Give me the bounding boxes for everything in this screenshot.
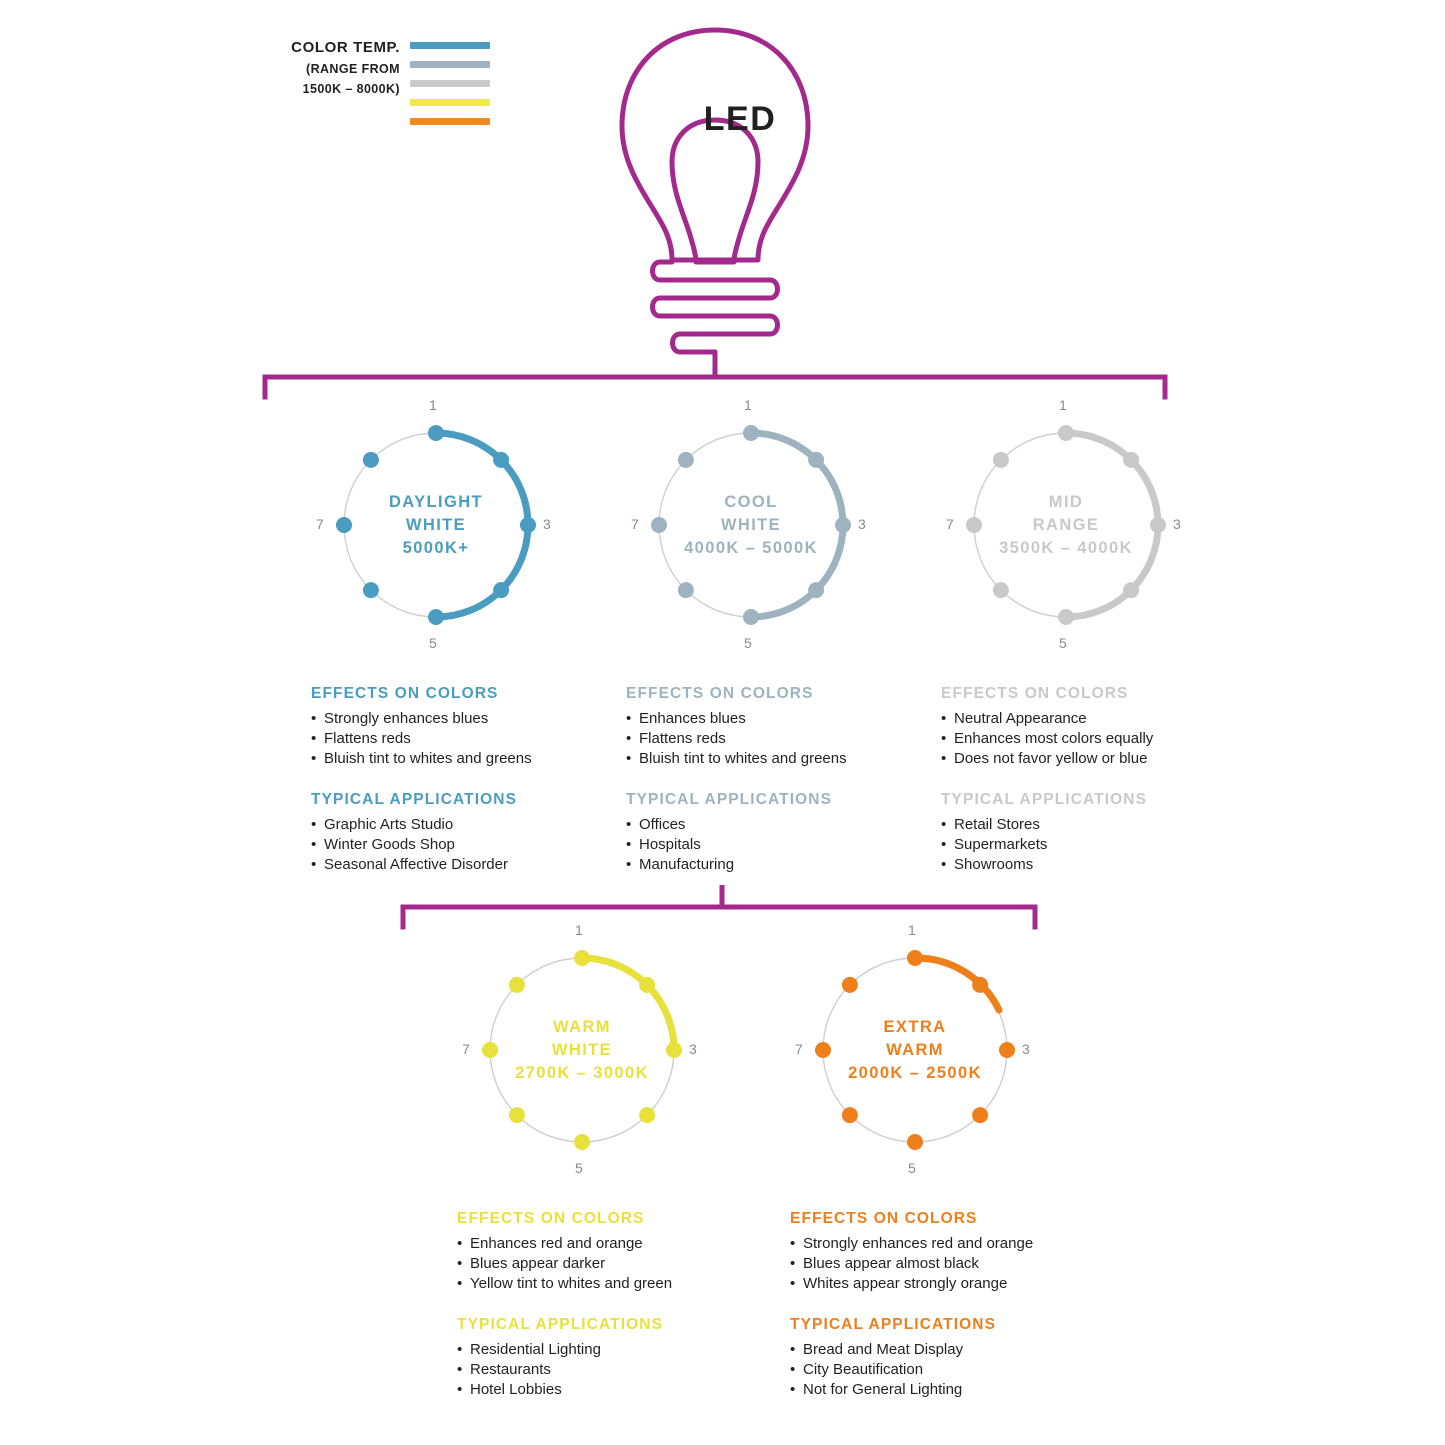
list-item: • Offices (626, 815, 926, 835)
list-item: • Not for General Lighting (790, 1380, 1090, 1400)
dial-tick-1: 1 (575, 922, 583, 938)
effects-heading: EFFECTS ON COLORS (311, 685, 499, 702)
dial-tick-1: 1 (744, 397, 752, 413)
list-item: • Retail Stores (941, 815, 1241, 835)
dial-mid-range (941, 397, 1191, 651)
group-name-line1: COOL (724, 492, 778, 511)
dial-tick-3: 3 (858, 516, 866, 532)
applications-block-mid-range (941, 791, 1241, 875)
effects-block-warm-white (457, 1210, 757, 1294)
list-item: • Winter Goods Shop (311, 835, 611, 855)
dial-tick-5: 5 (908, 1160, 916, 1176)
group-range: 3500K – 4000K (999, 538, 1133, 557)
dial-label-warm-white (457, 925, 707, 1175)
effects-block-mid-range (941, 685, 1241, 769)
group-range: 2700K – 3000K (515, 1063, 649, 1082)
list-item: • Restaurants (457, 1360, 757, 1380)
list-item: • Manufacturing (626, 855, 926, 875)
group-extra-warm (790, 922, 1090, 1400)
list-item: • Enhances most colors equally (941, 729, 1241, 749)
dial-tick-3: 3 (1173, 516, 1181, 532)
effects-list (457, 1234, 757, 1294)
dial-label-extra-warm (790, 925, 1040, 1175)
group-range: 2000K – 2500K (848, 1063, 982, 1082)
effects-heading: EFFECTS ON COLORS (941, 685, 1129, 702)
legend-title: COLOR TEMP. (291, 39, 400, 56)
group-name-line2: RANGE (1032, 515, 1100, 534)
dial-tick-7: 7 (462, 1041, 470, 1057)
legend-text-block (268, 38, 410, 98)
dial-label-daylight-white (311, 400, 561, 650)
list-item: • Seasonal Affective Disorder (311, 855, 611, 875)
group-name-line2: WHITE (551, 1040, 613, 1059)
list-item: • Does not favor yellow or blue (941, 749, 1241, 769)
applications-list (626, 815, 926, 875)
list-item: • Showrooms (941, 855, 1241, 875)
effects-block-extra-warm (790, 1210, 1090, 1294)
applications-heading: TYPICAL APPLICATIONS (626, 791, 833, 808)
color-temp-legend (268, 38, 508, 137)
applications-list (941, 815, 1241, 875)
list-item: • Enhances red and orange (457, 1234, 757, 1254)
applications-heading: TYPICAL APPLICATIONS (311, 791, 518, 808)
dial-tick-5: 5 (744, 635, 752, 651)
effects-block-cool-white (626, 685, 926, 769)
group-range: 4000K – 5000K (684, 538, 818, 557)
dial-warm-white (457, 922, 707, 1176)
list-item: • Flattens reds (311, 729, 611, 749)
bulb-svg (600, 18, 830, 378)
list-item: • Blues appear almost black (790, 1254, 1090, 1274)
dial-label-mid-range (941, 400, 1191, 650)
dial-cool-white (626, 397, 876, 651)
applications-block-warm-white (457, 1316, 757, 1400)
list-item: • Residential Lighting (457, 1340, 757, 1360)
applications-block-extra-warm (790, 1316, 1090, 1400)
dial-label-cool-white (626, 400, 876, 650)
legend-swatch-mid-range (410, 80, 490, 87)
group-name-line1: EXTRA (883, 1017, 947, 1036)
list-item: • Supermarkets (941, 835, 1241, 855)
group-name-line2: WHITE (720, 515, 782, 534)
applications-heading: TYPICAL APPLICATIONS (790, 1316, 997, 1333)
effects-list (790, 1234, 1090, 1294)
dial-tick-7: 7 (631, 516, 639, 532)
applications-list (311, 815, 611, 875)
effects-list (311, 709, 611, 769)
legend-swatch-cool-white (410, 61, 490, 68)
list-item: • Enhances blues (626, 709, 926, 729)
legend-subtitle-line2: 1500K – 8000K) (302, 82, 400, 96)
list-item: • City Beautification (790, 1360, 1090, 1380)
effects-heading: EFFECTS ON COLORS (790, 1210, 978, 1227)
dial-tick-5: 5 (1059, 635, 1067, 651)
dial-tick-3: 3 (543, 516, 551, 532)
dial-tick-7: 7 (316, 516, 324, 532)
dial-tick-7: 7 (795, 1041, 803, 1057)
legend-swatches (410, 38, 490, 137)
list-item: • Bluish tint to whites and greens (311, 749, 611, 769)
applications-heading: TYPICAL APPLICATIONS (941, 791, 1148, 808)
led-bulb-graphic (600, 18, 830, 383)
effects-list (941, 709, 1241, 769)
group-name-line2: WHITE (405, 515, 467, 534)
list-item: • Bread and Meat Display (790, 1340, 1090, 1360)
dial-tick-3: 3 (1022, 1041, 1030, 1057)
applications-list (790, 1340, 1090, 1400)
legend-swatch-daylight-white (410, 42, 490, 49)
bulb-label: LED (703, 100, 777, 138)
group-cool-white (626, 397, 926, 875)
list-item: • Bluish tint to whites and greens (626, 749, 926, 769)
list-item: • Whites appear strongly orange (790, 1274, 1090, 1294)
legend-swatch-extra-warm (410, 118, 490, 125)
applications-heading: TYPICAL APPLICATIONS (457, 1316, 664, 1333)
dial-tick-7: 7 (946, 516, 954, 532)
list-item: • Neutral Appearance (941, 709, 1241, 729)
group-name-line1: WARM (553, 1017, 611, 1036)
group-name-line2: WARM (886, 1040, 944, 1059)
applications-block-daylight-white (311, 791, 611, 875)
dial-tick-5: 5 (429, 635, 437, 651)
list-item: • Flattens reds (626, 729, 926, 749)
list-item: • Yellow tint to whites and green (457, 1274, 757, 1294)
effects-list (626, 709, 926, 769)
group-name-line1: MID (1048, 492, 1084, 511)
list-item: • Blues appear darker (457, 1254, 757, 1274)
effects-block-daylight-white (311, 685, 611, 769)
dial-tick-1: 1 (1059, 397, 1067, 413)
dial-tick-5: 5 (575, 1160, 583, 1176)
list-item: • Hotel Lobbies (457, 1380, 757, 1400)
group-warm-white (457, 922, 757, 1400)
applications-block-cool-white (626, 791, 926, 875)
dial-tick-1: 1 (429, 397, 437, 413)
effects-heading: EFFECTS ON COLORS (626, 685, 814, 702)
legend-subtitle-line1: (RANGE FROM (306, 62, 400, 76)
list-item: • Hospitals (626, 835, 926, 855)
dial-tick-1: 1 (908, 922, 916, 938)
list-item: • Graphic Arts Studio (311, 815, 611, 835)
list-item: • Strongly enhances blues (311, 709, 611, 729)
dial-extra-warm (790, 922, 1040, 1176)
top-connector-bus (0, 355, 1445, 405)
group-mid-range (941, 397, 1241, 875)
group-range: 5000K+ (402, 538, 470, 557)
dial-daylight-white (311, 397, 561, 651)
effects-heading: EFFECTS ON COLORS (457, 1210, 645, 1227)
applications-list (457, 1340, 757, 1400)
list-item: • Strongly enhances red and orange (790, 1234, 1090, 1254)
legend-swatch-warm-white (410, 99, 490, 106)
group-name-line1: DAYLIGHT (388, 492, 483, 511)
dial-tick-3: 3 (689, 1041, 697, 1057)
group-daylight-white (311, 397, 611, 875)
